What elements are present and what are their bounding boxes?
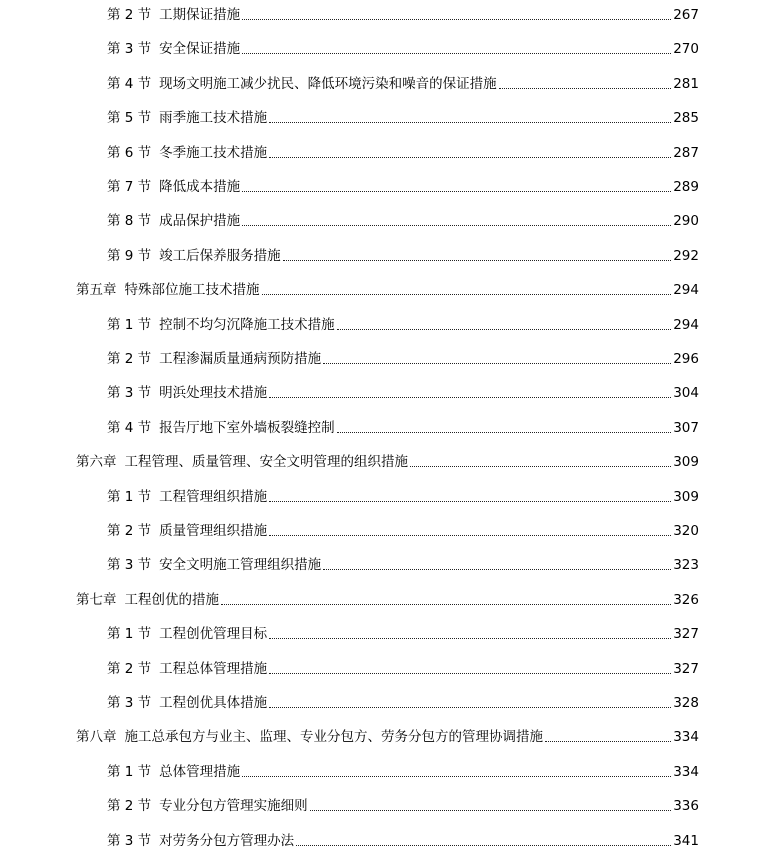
toc-chapter-entry[interactable] (76, 447, 699, 471)
dot-leader (545, 740, 671, 742)
toc-entry-title: 质量管理组织措施 (159, 523, 268, 539)
toc-entry-number: 第 3 节 (107, 385, 152, 402)
toc-section-entry[interactable] (107, 413, 699, 437)
toc-entry-title: 工程创优具体措施 (159, 695, 268, 711)
toc-entry-title: 工期保证措施 (159, 7, 241, 23)
toc-entry-title: 成品保护措施 (159, 213, 241, 230)
toc-chapter-entry[interactable] (76, 585, 699, 609)
toc-entry-label (107, 384, 268, 402)
toc-entry-number: 第 1 节 (107, 316, 152, 333)
toc-entry-title: 报告厅地下室外墙板裂缝控制 (159, 419, 335, 436)
toc-entry-page-number: 334 (673, 763, 699, 780)
dot-leader (269, 156, 671, 158)
toc-section-entry[interactable] (107, 516, 699, 540)
toc-entry-title: 安全保证措施 (159, 41, 241, 58)
toc-entry-title: 工程创优管理目标 (159, 626, 268, 643)
toc-entry-page-number: 289 (673, 179, 699, 195)
toc-section-entry[interactable] (107, 0, 699, 24)
toc-entry-page-number: 296 (673, 351, 699, 367)
toc-entry-page-number: 281 (673, 75, 699, 92)
toc-entry-number: 第 9 节 (107, 247, 152, 264)
dot-leader (242, 775, 671, 777)
toc-entry-number: 第 7 节 (107, 179, 152, 195)
dot-leader (242, 190, 671, 192)
dot-leader (283, 259, 672, 261)
toc-entry-number: 第五章 (76, 282, 117, 299)
toc-entry-number: 第 2 节 (107, 660, 152, 677)
dot-leader (269, 706, 671, 708)
toc-entry-number: 第 5 节 (107, 110, 152, 127)
dot-leader (337, 328, 672, 330)
dot-leader (269, 534, 671, 536)
toc-entry-label (107, 178, 241, 196)
toc-section-entry[interactable] (107, 206, 699, 230)
toc-entry-number: 第 8 节 (107, 213, 152, 230)
toc-entry-number: 第 6 节 (107, 144, 152, 161)
toc-entry-page-number: 285 (673, 110, 699, 127)
toc-entry-page-number: 334 (673, 729, 699, 746)
toc-entry-page-number: 320 (673, 523, 699, 539)
toc-entry-label (107, 247, 282, 265)
toc-entry-number: 第 1 节 (107, 626, 152, 643)
toc-section-entry[interactable] (107, 791, 699, 815)
dot-leader (262, 293, 672, 295)
toc-entry-page-number: 287 (673, 144, 699, 161)
toc-section-entry[interactable] (107, 310, 699, 334)
dot-leader (269, 396, 671, 398)
toc-entry-page-number: 328 (673, 695, 699, 711)
dot-leader (499, 87, 672, 89)
toc-section-entry[interactable] (107, 34, 699, 58)
dot-leader (310, 809, 672, 811)
toc-entry-title: 降低成本措施 (159, 179, 241, 195)
toc-entry-title: 工程创优的措施 (124, 591, 219, 608)
toc-entry-label (107, 694, 268, 712)
dot-leader (269, 500, 671, 502)
toc-entry-title: 工程管理、质量管理、安全文明管理的组织措施 (124, 454, 408, 471)
toc-section-entry[interactable] (107, 344, 699, 368)
dot-leader (242, 52, 671, 54)
dot-leader (269, 121, 671, 123)
dot-leader (337, 431, 672, 433)
dot-leader (323, 568, 671, 570)
toc-entry-label (107, 212, 241, 230)
dot-leader (410, 465, 671, 467)
toc-entry-title: 安全文明施工管理组织措施 (159, 557, 322, 574)
toc-entry-label (107, 316, 336, 334)
toc-entry-page-number: 294 (673, 316, 699, 333)
dot-leader (269, 672, 671, 674)
toc-entry-title: 特殊部位施工技术措施 (124, 282, 260, 299)
toc-chapter-entry[interactable] (76, 275, 699, 299)
toc-entry-title: 工程管理组织措施 (159, 488, 268, 505)
toc-section-entry[interactable] (107, 688, 699, 712)
toc-entry-label (107, 109, 268, 127)
toc-entry-number: 第 3 节 (107, 557, 152, 574)
toc-chapter-entry[interactable] (76, 722, 699, 746)
toc-section-entry[interactable] (107, 378, 699, 402)
dot-leader (242, 224, 671, 226)
toc-entry-label (76, 281, 261, 299)
toc-section-entry[interactable] (107, 138, 699, 162)
toc-entry-number: 第 4 节 (107, 419, 152, 436)
toc-entry-title: 控制不均匀沉降施工技术措施 (159, 316, 335, 333)
toc-entry-page-number: 327 (673, 660, 699, 677)
toc-entry-label (107, 660, 268, 678)
toc-entry-title: 明浜处理技术措施 (159, 385, 268, 402)
toc-entry-number: 第 4 节 (107, 75, 152, 92)
toc-entry-number: 第 3 节 (107, 695, 152, 711)
toc-entry-title: 专业分包方管理实施细则 (159, 798, 308, 815)
toc-entry-title: 竣工后保养服务措施 (159, 247, 281, 264)
toc-entry-page-number: 292 (673, 247, 699, 264)
toc-entry-page-number: 270 (673, 41, 699, 58)
toc-entry-page-number: 341 (673, 832, 699, 849)
toc-entry-page-number: 309 (673, 454, 699, 471)
toc-entry-page-number: 327 (673, 626, 699, 643)
toc-entry-label (76, 453, 409, 471)
toc-entry-label (76, 728, 544, 746)
toc-entry-number: 第七章 (76, 591, 117, 608)
toc-entry-page-number: 309 (673, 488, 699, 505)
toc-entry-title: 工程渗漏质量通病预防措施 (159, 351, 322, 367)
toc-entry-title: 现场文明施工减少扰民、降低环境污染和噪音的保证措施 (159, 75, 497, 92)
toc-entry-number: 第 3 节 (107, 832, 152, 849)
toc-section-entry[interactable] (107, 654, 699, 678)
toc-entry-number: 第 1 节 (107, 763, 152, 780)
toc-entry-number: 第 2 节 (107, 7, 152, 23)
toc-entry-label (107, 75, 498, 93)
toc-entry-label (107, 625, 268, 643)
toc-entry-title: 对劳务分包方管理办法 (159, 832, 295, 849)
toc-entry-label (107, 350, 322, 368)
toc-entry-number: 第 2 节 (107, 351, 152, 367)
toc-entry-page-number: 307 (673, 419, 699, 436)
toc-entry-number: 第 1 节 (107, 488, 152, 505)
toc-entry-page-number: 294 (673, 282, 699, 299)
toc-entry-page-number: 323 (673, 557, 699, 574)
toc-entry-page-number: 290 (673, 213, 699, 230)
toc-section-entry[interactable] (107, 241, 699, 265)
toc-entry-label (107, 522, 268, 540)
toc-entry-page-number: 336 (673, 798, 699, 815)
toc-entry-label (107, 40, 241, 58)
toc-section-entry[interactable] (107, 69, 699, 93)
toc-section-entry[interactable] (107, 619, 699, 643)
toc-entry-label (76, 591, 220, 609)
toc-entry-label (107, 144, 268, 162)
toc-section-entry[interactable] (107, 482, 699, 506)
toc-entry-title: 冬季施工技术措施 (159, 144, 268, 161)
dot-leader (296, 844, 671, 846)
dot-leader (323, 362, 671, 364)
toc-entry-label (107, 6, 241, 24)
toc-entry-number: 第六章 (76, 454, 117, 471)
toc-section-entry[interactable] (107, 103, 699, 127)
dot-leader (269, 637, 671, 639)
toc-entry-number: 第 2 节 (107, 523, 152, 539)
toc-entry-label (107, 419, 336, 437)
toc-entry-number: 第 2 节 (107, 798, 152, 815)
toc-section-entry[interactable] (107, 550, 699, 574)
toc-entry-label (107, 488, 268, 506)
toc-entry-page-number: 326 (673, 591, 699, 608)
toc-section-entry[interactable] (107, 826, 699, 850)
toc-entry-number: 第八章 (76, 729, 117, 746)
toc-entry-page-number: 267 (673, 7, 699, 23)
toc-section-entry[interactable] (107, 172, 699, 196)
toc-entry-title: 雨季施工技术措施 (159, 110, 268, 127)
toc-entry-page-number: 304 (673, 385, 699, 402)
toc-entry-title: 工程总体管理措施 (159, 660, 268, 677)
toc-entry-label (107, 797, 309, 815)
toc-entry-title: 施工总承包方与业主、监理、专业分包方、劳务分包方的管理协调措施 (124, 729, 543, 746)
toc-entry-number: 第 3 节 (107, 41, 152, 58)
toc-entry-label (107, 832, 295, 850)
dot-leader (242, 18, 671, 20)
toc-entry-title: 总体管理措施 (159, 763, 241, 780)
dot-leader (221, 603, 671, 605)
toc-section-entry[interactable] (107, 757, 699, 781)
toc-entry-label (107, 763, 241, 781)
toc-entry-label (107, 556, 322, 574)
